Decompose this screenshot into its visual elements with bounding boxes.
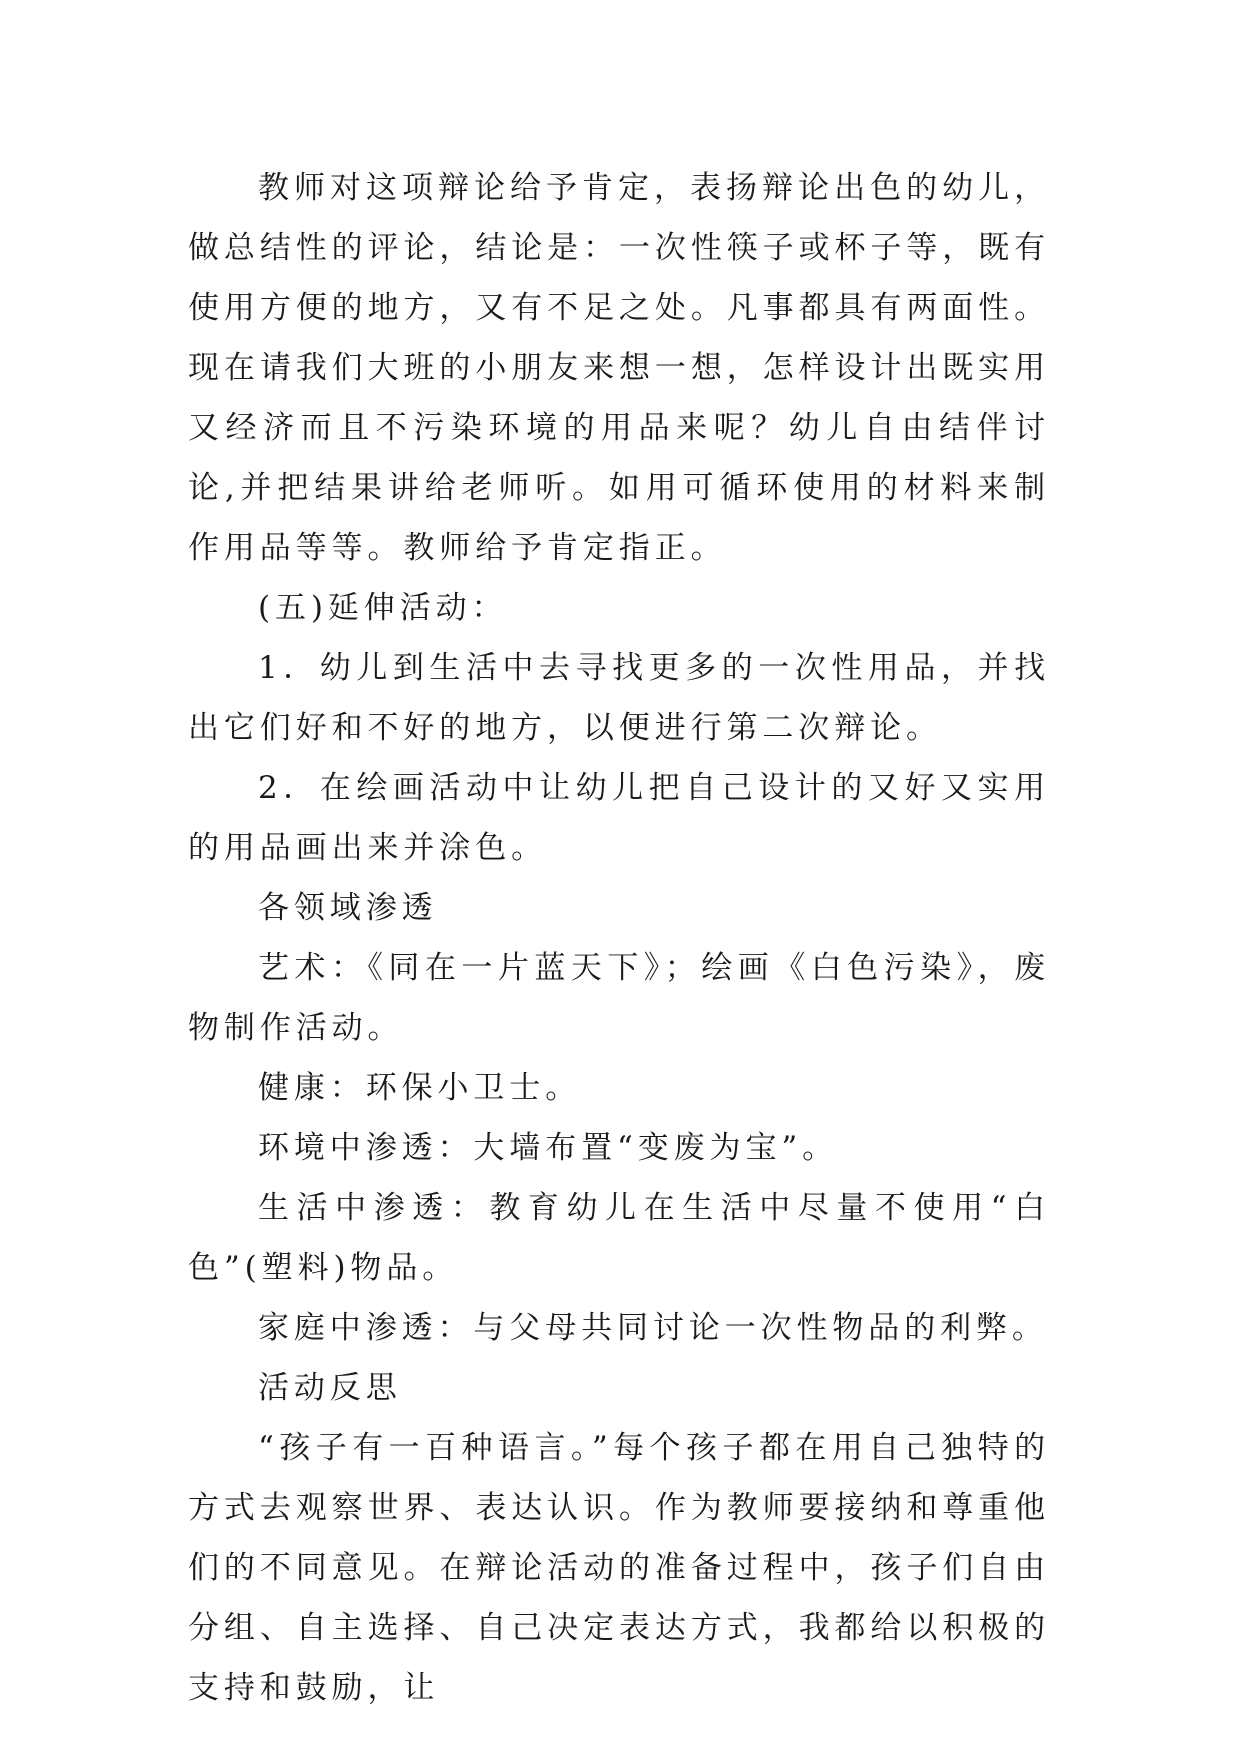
list-item-1: 1．幼儿到生活中去寻找更多的一次性用品，并找出它们好和不好的地方，以便进行第二次辩论。: [188, 650, 1050, 746]
paragraph-art: 艺术：《同在一片蓝天下》；绘画《白色污染》，废物制作活动。: [188, 950, 1050, 1046]
section-heading-reflection: 活动反思: [258, 1370, 402, 1406]
paragraph-environment: 环境中渗透：大墙布置“变废为宝”。: [258, 1130, 838, 1166]
paragraph-daily-life: 生活中渗透：教育幼儿在生活中尽量不使用“白色”(塑料)物品。: [188, 1190, 1050, 1286]
paragraph-reflection: “孩子有一百种语言。”每个孩子都在用自己独特的方式去观察世界、表达认识。作为教师要接纳和尊重他们的不同意见。在辩论活动的准备过程中，孩子们自由分组、自主选择、自己决定表达方式，我都给以积极的支持和鼓励，让: [188, 1430, 1050, 1706]
paragraph-teacher-summary: 教师对这项辩论给予肯定，表扬辩论出色的幼儿，做总结性的评论，结论是：一次性筷子或杯子等，既有使用方便的地方，又有不足之处。凡事都具有两面性。现在请我们大班的小朋友来想一想，怎样设计出既实用又经济而且不污染环境的用品来呢？幼儿自由结伴讨论,并把结果讲给老师听。如用可循环使用的材料来制作用品等等。教师给予肯定指正。: [188, 170, 1050, 566]
document-page: [188, 158, 1050, 1718]
list-item-2: 2．在绘画活动中让幼儿把自己设计的又好又实用的用品画出来并涂色。: [188, 770, 1050, 866]
paragraph-health: 健康：环保小卫士。: [258, 1070, 582, 1106]
section-heading-domain-integration: 各领域渗透: [258, 890, 438, 926]
section-heading-extension-activity: (五)延伸活动：: [258, 590, 508, 626]
paragraph-family: 家庭中渗透：与父母共同讨论一次性物品的利弊。: [258, 1310, 1048, 1346]
